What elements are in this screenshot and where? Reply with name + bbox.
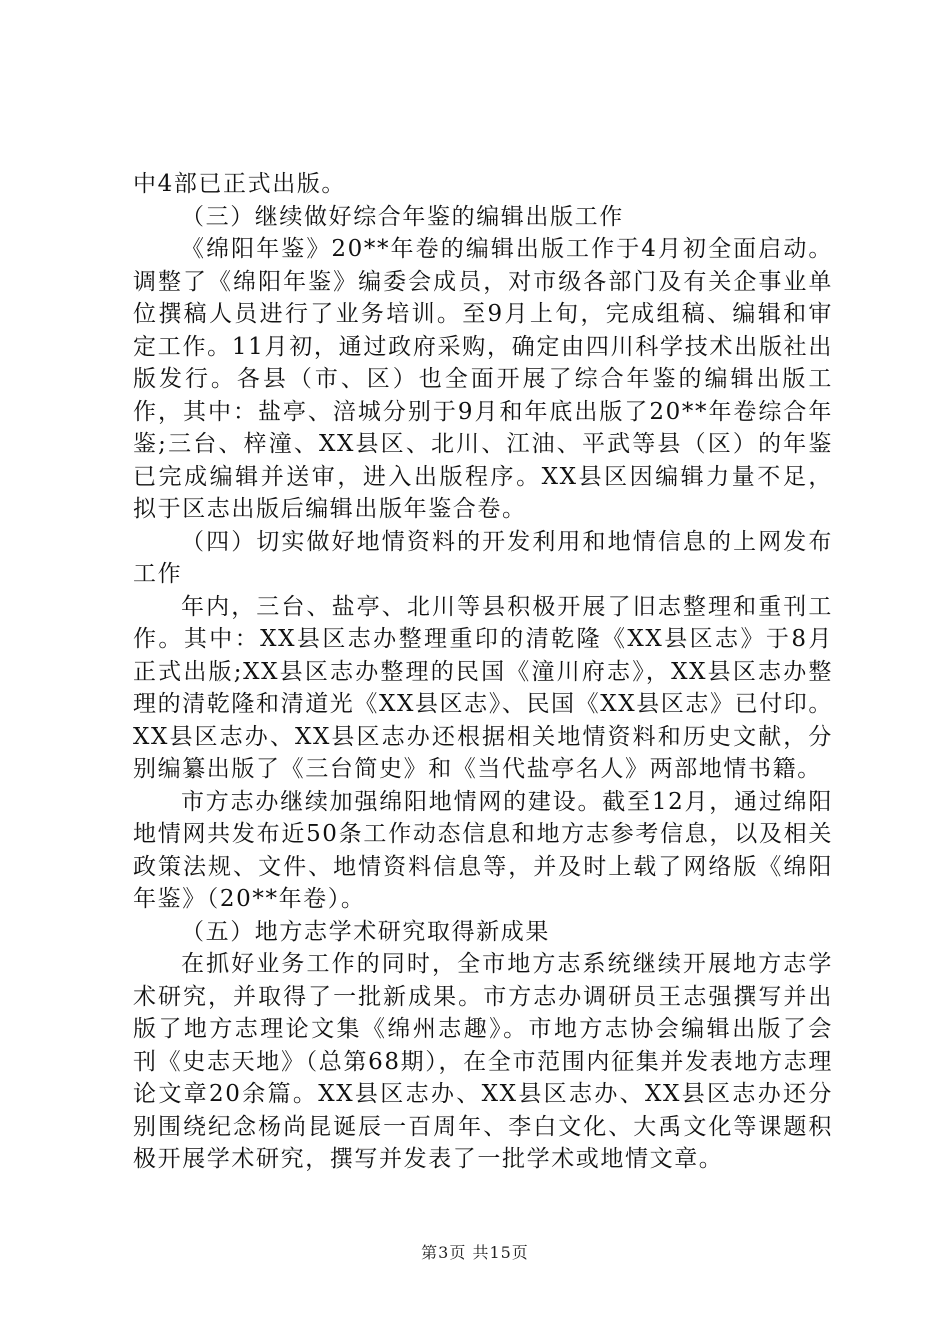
- section-heading-4: （四）切实做好地情资料的开发利用和地情信息的上网发布工作: [133, 528, 833, 587]
- paragraph-research: 在抓好业务工作的同时，全市地方志系统继续开展地方志学术研究，并取得了一批新成果。市方志办调研员王志强撰写并出版了地方志理论文集《绵州志趣》。市地方志协会编辑出版了会刊《史志天地》（总第68期），在全市范围内征集并发表地方志理论文章20余篇。XX县区志办、XX县区志办、XX县区志办还分别围绕纪念杨尚昆诞辰一百周年、李白文化、大禹文化等课题积极开展学术研究，撰写并发表了一批学术或地情文章。: [133, 951, 833, 1172]
- paragraph-old-gazetteers: 年内，三台、盐亭、北川等县积极开展了旧志整理和重刊工作。其中：XX县区志办整理重印的清乾隆《XX县区志》于8月正式出版;XX县区志办整理的民国《潼川府志》，XX县区志办整理的清乾隆和清道光《XX县区志》、民国《XX县区志》已付印。XX县区志办、XX县区志办还根据相关地情资料和历史文献，分别编纂出版了《三台简史》和《当代盐亭名人》两部地情书籍。: [133, 593, 833, 782]
- paragraph-yearbook: 《绵阳年鉴》20**年卷的编辑出版工作于4月初全面启动。调整了《绵阳年鉴》编委会成员，对市级各部门及有关企事业单位撰稿人员进行了业务培训。至9月上旬，完成组稿、编辑和审定工作。11月初，通过政府采购，确定由四川科学技术出版社出版发行。各县（市、区）也全面开展了综合年鉴的编辑出版工作，其中：盐亭、涪城分别于9月和年底出版了20**年卷综合年鉴;三台、梓潼、XX县区、北川、江油、平武等县（区）的年鉴已完成编辑并送审，进入出版程序。XX县区因编辑力量不足，拟于区志出版后编辑出版年鉴合卷。: [133, 236, 833, 522]
- section-heading-5: （五）地方志学术研究取得新成果: [181, 918, 550, 945]
- paragraph-continuation: 中4部已正式出版。: [133, 171, 347, 197]
- section-heading-3: （三）继续做好综合年鉴的编辑出版工作: [181, 203, 624, 230]
- page-number-footer: 第3页 共15页: [421, 1243, 529, 1262]
- document-body: [133, 168, 833, 1176]
- paragraph-website: 市方志办继续加强绵阳地情网的建设。截至12月，通过绵阳地情网共发布近50条工作动态信息和地方志参考信息，以及相关政策法规、文件、地情资料信息等，并及时上载了网络版《绵阳年鉴》（20**年卷）。: [133, 788, 833, 912]
